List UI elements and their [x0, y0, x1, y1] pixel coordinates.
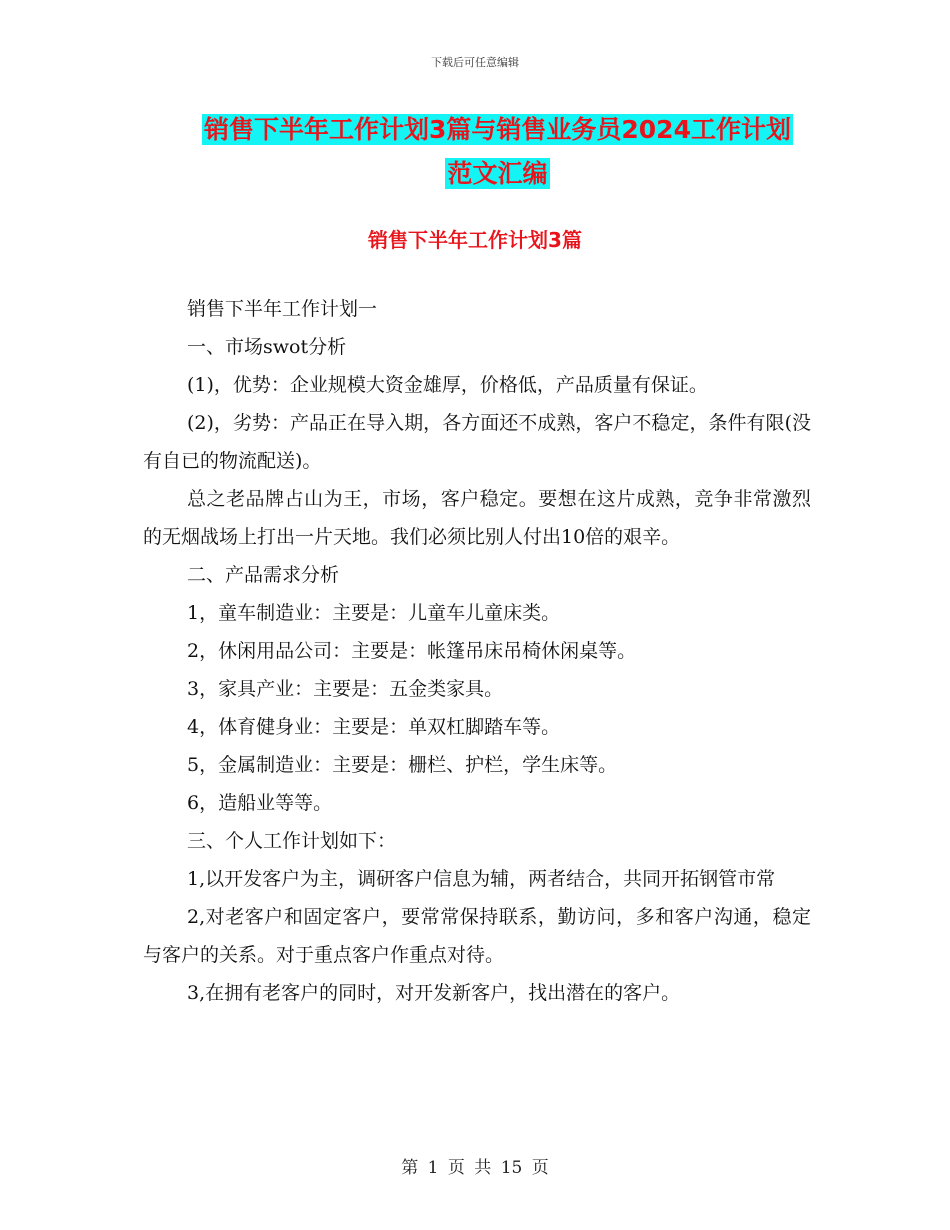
paragraph: 6，造船业等等。 — [187, 792, 333, 814]
document-body — [143, 290, 811, 1012]
paragraph: 3，家具产业：主要是：五金类家具。 — [187, 678, 504, 700]
paragraph: 销售下半年工作计划一 — [187, 298, 378, 320]
document-title-line-1: 销售下半年工作计划3篇与销售业务员2024工作计划 — [204, 115, 791, 144]
paragraph: 3,在拥有老客户的同时，对开发新客户，找出潜在的客户。 — [187, 982, 681, 1004]
paragraph: 1,以开发客户为主，调研客户信息为辅，两者结合，共同开拓钢管市常 — [187, 868, 776, 890]
paragraph: 二、产品需求分析 — [187, 564, 340, 586]
paragraph: 2，休闲用品公司：主要是：帐篷吊床吊椅休闲桌等。 — [187, 640, 637, 662]
paragraph: 4，体育健身业：主要是：单双杠脚踏车等。 — [187, 716, 561, 738]
document-title — [185, 108, 810, 196]
paragraph: 1，童车制造业：主要是：儿童车儿童床类。 — [187, 602, 561, 624]
paragraph: 三、个人工作计划如下： — [187, 830, 397, 852]
header-note: 下载后可任意编辑 — [431, 56, 519, 69]
section-title: 销售下半年工作计划3篇 — [368, 228, 582, 252]
page-footer: 第 1 页 共 15 页 — [401, 1158, 549, 1178]
paragraph: 总之老品牌占山为王，市场，客户稳定。要想在这片成熟，竞争非常激烈的无烟战场上打出一片天地。我们必须比别人付出10倍的艰辛。 — [143, 488, 811, 548]
paragraph: 一、市场swot分析 — [187, 336, 347, 358]
paragraph: 2,对老客户和固定客户，要常常保持联系，勤访问，多和客户沟通，稳定与客户的关系。对于重点客户作重点对待。 — [143, 906, 811, 966]
document-title-line-2: 范文汇编 — [447, 159, 548, 188]
paragraph: (1)，优势：企业规模大资金雄厚，价格低，产品质量有保证。 — [187, 374, 708, 396]
paragraph: 5，金属制造业：主要是：栅栏、护栏，学生床等。 — [187, 754, 618, 776]
paragraph: (2)，劣势：产品正在导入期，各方面还不成熟，客户不稳定，条件有限(没有自已的物流配送)。 — [143, 412, 811, 472]
